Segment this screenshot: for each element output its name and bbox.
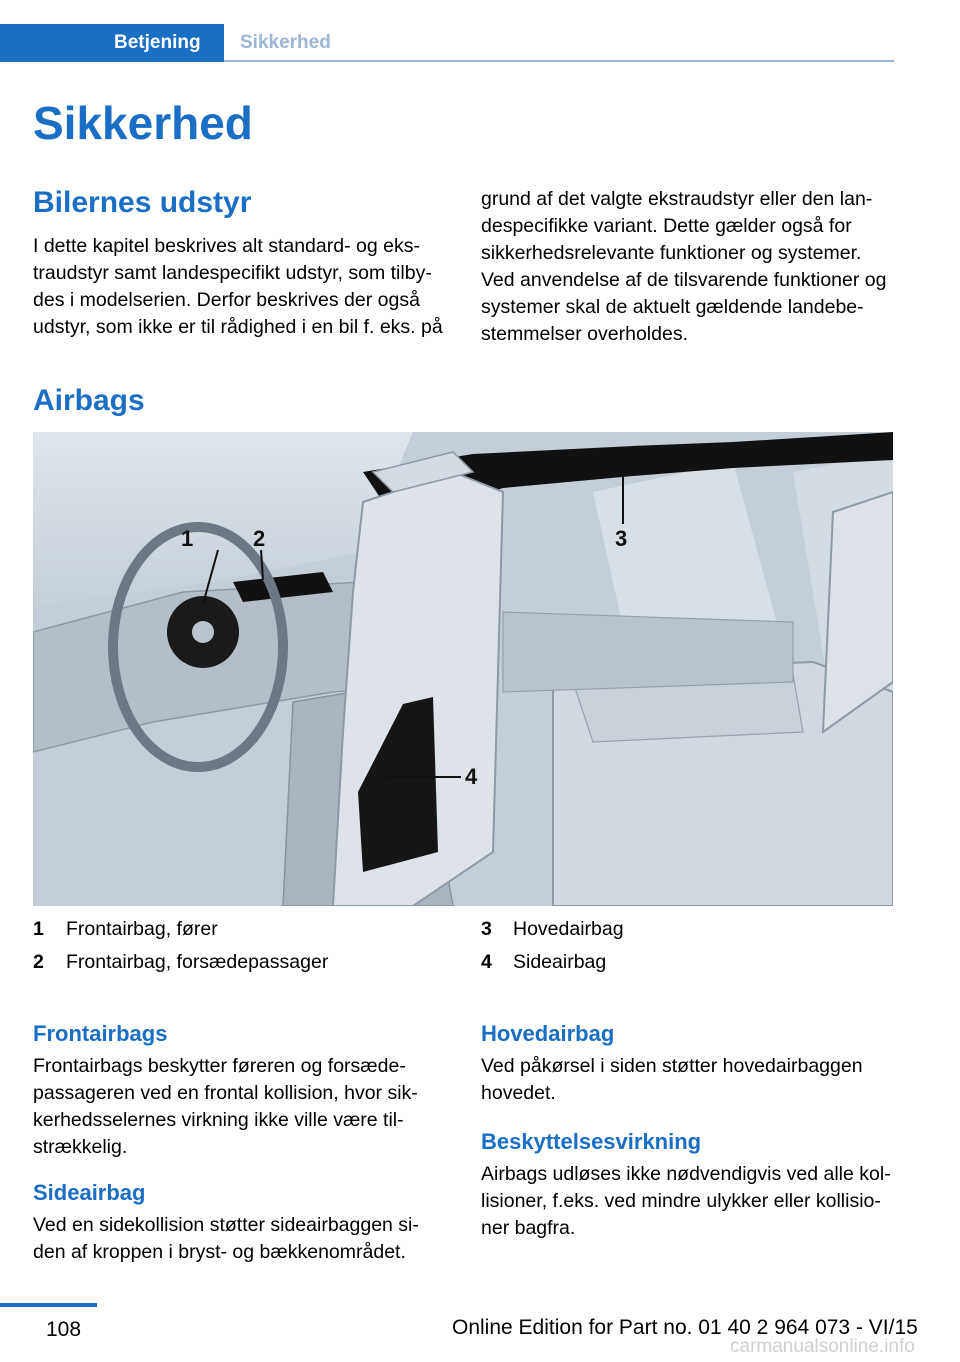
- tab-sikkerhed-label: Sikkerhed: [240, 32, 331, 53]
- legend-text: Sideairbag: [513, 951, 607, 973]
- callout-1: 1: [181, 526, 194, 551]
- watermark: carmanualsonline.info: [730, 1336, 915, 1357]
- tab-sikkerhed[interactable]: [224, 24, 414, 62]
- callout-3: 3: [615, 526, 628, 551]
- equipment-text-left: [33, 233, 453, 341]
- text-line: despecifikke variant. Dette gælder også for: [481, 215, 852, 237]
- text-line: Ved anvendelse af de tilsvarende funktioner og: [481, 269, 887, 291]
- text-line: stemmelser overholdes.: [481, 323, 688, 345]
- text-line: traudstyr samt landespecifikt udstyr, som tilby-: [33, 262, 432, 284]
- airbag-illustration: [33, 432, 893, 906]
- text-line: den af kroppen i bryst- og bækkenområdet.: [33, 1241, 406, 1263]
- sideairbag-text: [33, 1212, 453, 1266]
- text-line: sikkerhedsrelevante funktioner og systemer.: [481, 242, 862, 264]
- text-line: Ved en sidekollision støtter sideairbaggen si-: [33, 1214, 419, 1236]
- callout-2: 2: [253, 526, 266, 551]
- text-line: Airbags udløses ikke nødvendigvis ved alle kol-: [481, 1163, 891, 1185]
- subheading-hovedairbag: Hovedairbag: [481, 1021, 615, 1046]
- subheading-frontairbags: Frontairbags: [33, 1021, 168, 1046]
- header-divider: [224, 60, 894, 62]
- beskyttelse-text: [481, 1161, 901, 1242]
- subheading-sideairbag: Sideairbag: [33, 1180, 146, 1205]
- legend-number: 2: [33, 951, 44, 973]
- legend-number: 3: [481, 918, 492, 940]
- text-line: lisioner, f.eks. ved mindre ulykker eller kollisio-: [481, 1190, 881, 1212]
- section-heading-equipment: Bilernes udstyr: [33, 186, 252, 219]
- equipment-text-right: [481, 186, 901, 348]
- text-line: I dette kapitel beskrives alt standard- og eks-: [33, 235, 420, 257]
- frontairbags-text: [33, 1053, 453, 1161]
- text-line: Ved påkørsel i siden støtter hovedairbaggen: [481, 1055, 863, 1077]
- legend-number: 4: [481, 951, 492, 973]
- text-line: des i modelserien. Derfor beskrives der også: [33, 289, 420, 311]
- text-line: Frontairbags beskytter føreren og forsæde-: [33, 1055, 406, 1077]
- callout-4: 4: [465, 764, 478, 789]
- text-line: hovedet.: [481, 1082, 556, 1104]
- hovedairbag-text: [481, 1053, 901, 1107]
- text-line: passageren ved en frontal kollision, hvor sik-: [33, 1082, 418, 1104]
- text-line: systemer skal de aktuelt gældende landebe-: [481, 296, 864, 318]
- text-line: grund af det valgte ekstraudstyr eller den lan-: [481, 188, 873, 210]
- car-interior-drawing: [33, 432, 893, 906]
- edition-note: Online Edition for Part no. 01 40 2 964 073 - VI/15: [452, 1316, 918, 1339]
- legend-text: Frontairbag, forsædepassager: [66, 951, 329, 973]
- footer-accent-bar: [0, 1303, 97, 1307]
- text-line: udstyr, som ikke er til rådighed i en bil f. eks. på: [33, 316, 443, 338]
- tab-betjening[interactable]: [0, 24, 224, 62]
- legend-text: Hovedairbag: [513, 918, 624, 940]
- text-line: kerhedsselernes virkning ikke ville være til-: [33, 1109, 404, 1131]
- text-line: strækkelig.: [33, 1136, 128, 1158]
- section-heading-airbags: Airbags: [33, 384, 145, 417]
- page-number: 108: [46, 1318, 82, 1341]
- page-title: Sikkerhed: [33, 97, 253, 149]
- text-line: ner bagfra.: [481, 1217, 576, 1239]
- legend-number: 1: [33, 918, 44, 940]
- subheading-beskyttelsesvirkning: Beskyttelsesvirkning: [481, 1129, 702, 1154]
- legend-text: Frontairbag, fører: [66, 918, 218, 940]
- tab-betjening-label: Betjening: [114, 32, 201, 53]
